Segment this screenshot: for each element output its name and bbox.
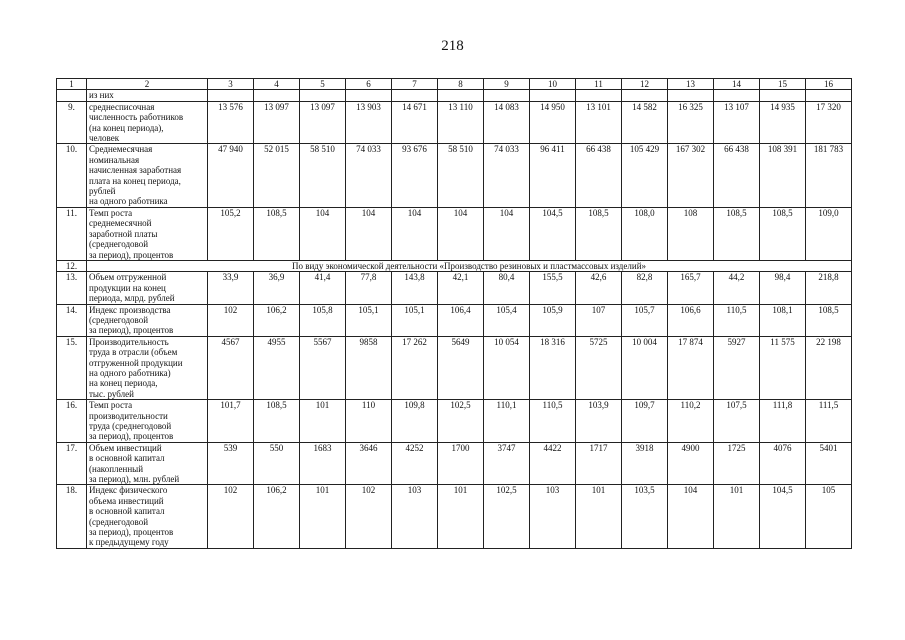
value-cell: 3646 (346, 442, 392, 485)
value-cell: 4422 (530, 442, 576, 485)
value-cell: 155,5 (530, 272, 576, 304)
value-cell: 105,9 (530, 304, 576, 336)
empty-cell (484, 90, 530, 101)
value-cell: 104 (346, 207, 392, 260)
column-header: 4 (254, 79, 300, 90)
value-cell: 66 438 (714, 144, 760, 207)
indicator-label-line: Индекс физического (89, 485, 168, 496)
indicator-label-line: среднемесячной (89, 218, 152, 229)
indicator-label (87, 485, 208, 548)
row-number: 10. (57, 144, 87, 207)
indicator-label (87, 101, 208, 144)
value-cell: 101 (300, 400, 346, 443)
indicator-label-line: производительности (89, 410, 168, 421)
indicator-label-line: на конец периода, (89, 378, 158, 389)
value-cell: 105,2 (208, 207, 254, 260)
value-cell: 13 903 (346, 101, 392, 144)
indicator-label (87, 442, 208, 485)
column-header: 1 (57, 79, 87, 90)
value-cell: 93 676 (392, 144, 438, 207)
indicator-label-line: за период), процентов (89, 249, 174, 260)
value-cell: 103 (530, 485, 576, 548)
indicator-label-line: труда (среднегодовой (89, 421, 172, 431)
value-cell: 110,2 (668, 400, 714, 443)
indicator-label-line: объема инвестиций (89, 495, 164, 506)
row-number: 17. (57, 442, 87, 485)
value-cell: 109,8 (392, 400, 438, 443)
value-cell: 106,2 (254, 485, 300, 548)
value-cell: 104 (392, 207, 438, 260)
column-header: 2 (87, 79, 208, 90)
value-cell: 42,6 (576, 272, 622, 304)
value-cell: 44,2 (714, 272, 760, 304)
table-row (57, 144, 852, 207)
subheader-label: из них (87, 90, 208, 101)
value-cell: 82,8 (622, 272, 668, 304)
value-cell: 108,1 (760, 304, 806, 336)
empty-cell (668, 90, 714, 101)
value-cell: 107,5 (714, 400, 760, 443)
value-cell: 105,7 (622, 304, 668, 336)
indicator-label (87, 336, 208, 399)
section-title: По виду экономической деятельности «Производство резиновых и пластмассовых изделий» (87, 260, 852, 271)
value-cell: 3747 (484, 442, 530, 485)
value-cell: 101 (576, 485, 622, 548)
value-cell: 5649 (438, 336, 484, 399)
value-cell: 5401 (806, 442, 852, 485)
value-cell: 101,7 (208, 400, 254, 443)
value-cell: 13 097 (254, 101, 300, 144)
value-cell: 14 935 (760, 101, 806, 144)
empty-cell (254, 90, 300, 101)
indicator-label-line: начисленная заработная (89, 165, 182, 176)
row-number-cell (57, 90, 87, 101)
value-cell: 74 033 (346, 144, 392, 207)
value-cell: 41,4 (300, 272, 346, 304)
value-cell: 108 (668, 207, 714, 260)
indicator-label-line: (среднегодовой (89, 239, 149, 250)
value-cell: 105,4 (484, 304, 530, 336)
indicator-label (87, 304, 208, 336)
indicator-label-line: среднесписочная (89, 101, 155, 112)
indicator-label-line: за период), млн. рублей (89, 474, 180, 485)
value-cell: 101 (438, 485, 484, 548)
column-header: 8 (438, 79, 484, 90)
value-cell: 58 510 (300, 144, 346, 207)
value-cell: 167 302 (668, 144, 714, 207)
value-cell: 17 262 (392, 336, 438, 399)
value-cell: 1683 (300, 442, 346, 485)
value-cell: 104 (438, 207, 484, 260)
indicator-label-line: труда в отрасли (объем (89, 347, 178, 358)
value-cell: 102 (346, 485, 392, 548)
value-cell: 66 438 (576, 144, 622, 207)
row-number: 9. (57, 101, 87, 144)
column-header: 11 (576, 79, 622, 90)
indicator-label-line: за период), процентов (89, 431, 174, 442)
value-cell: 105,1 (392, 304, 438, 336)
indicator-label-line: на одного работника) (89, 367, 171, 378)
value-cell: 4252 (392, 442, 438, 485)
value-cell: 16 325 (668, 101, 714, 144)
value-cell: 10 054 (484, 336, 530, 399)
column-header: 15 (760, 79, 806, 90)
value-cell: 5927 (714, 336, 760, 399)
value-cell: 18 316 (530, 336, 576, 399)
indicator-label-line: за период), процентов (89, 325, 174, 336)
value-cell: 108,5 (714, 207, 760, 260)
row-number: 18. (57, 485, 87, 548)
value-cell: 10 004 (622, 336, 668, 399)
indicator-label-line: Темп роста (89, 207, 133, 218)
indicator-label-line: Индекс производства (89, 304, 171, 315)
value-cell: 9858 (346, 336, 392, 399)
empty-cell (208, 90, 254, 101)
value-cell: 107 (576, 304, 622, 336)
value-cell: 4955 (254, 336, 300, 399)
page-number: 218 (441, 38, 464, 54)
indicator-label-line: продукции на конец (89, 282, 166, 293)
table-row (57, 260, 852, 271)
value-cell: 104 (300, 207, 346, 260)
table-row (57, 442, 852, 485)
value-cell: 14 582 (622, 101, 668, 144)
table-row (57, 101, 852, 144)
value-cell: 108,5 (576, 207, 622, 260)
value-cell: 13 097 (300, 101, 346, 144)
column-header: 13 (668, 79, 714, 90)
row-number: 11. (57, 207, 87, 260)
indicator-label-line: человек (89, 133, 120, 144)
value-cell: 181 783 (806, 144, 852, 207)
indicator-label-line: (среднегодовой (89, 314, 149, 325)
value-cell: 104 (484, 207, 530, 260)
value-cell: 13 110 (438, 101, 484, 144)
value-cell: 165,7 (668, 272, 714, 304)
column-header: 3 (208, 79, 254, 90)
header-row (57, 79, 852, 90)
value-cell: 77,8 (346, 272, 392, 304)
value-cell: 102 (208, 304, 254, 336)
indicator-label-line: (на конец периода), (89, 122, 164, 133)
column-header: 6 (346, 79, 392, 90)
value-cell: 5567 (300, 336, 346, 399)
table-row (57, 485, 852, 548)
value-cell: 539 (208, 442, 254, 485)
row-number: 15. (57, 336, 87, 399)
value-cell: 33,9 (208, 272, 254, 304)
value-cell: 47 940 (208, 144, 254, 207)
indicator-label-line: численность работников (89, 112, 184, 123)
value-cell: 42,1 (438, 272, 484, 304)
value-cell: 11 575 (760, 336, 806, 399)
indicator-label (87, 144, 208, 207)
value-cell: 109,0 (806, 207, 852, 260)
value-cell: 74 033 (484, 144, 530, 207)
value-cell: 17 874 (668, 336, 714, 399)
value-cell: 4900 (668, 442, 714, 485)
empty-cell (300, 90, 346, 101)
value-cell: 22 198 (806, 336, 852, 399)
indicator-label-line: Объем инвестиций (89, 442, 162, 453)
value-cell: 13 107 (714, 101, 760, 144)
value-cell: 105 429 (622, 144, 668, 207)
indicator-label (87, 207, 208, 260)
value-cell: 106,2 (254, 304, 300, 336)
value-cell: 106,6 (668, 304, 714, 336)
value-cell: 105,8 (300, 304, 346, 336)
value-cell: 218,8 (806, 272, 852, 304)
value-cell: 105 (806, 485, 852, 548)
row-number: 16. (57, 400, 87, 443)
value-cell: 110,1 (484, 400, 530, 443)
value-cell: 101 (714, 485, 760, 548)
value-cell: 58 510 (438, 144, 484, 207)
value-cell: 550 (254, 442, 300, 485)
value-cell: 36,9 (254, 272, 300, 304)
table-row (57, 400, 852, 443)
row-number: 12. (57, 260, 87, 271)
empty-cell (346, 90, 392, 101)
value-cell: 4567 (208, 336, 254, 399)
indicator-label-line: Объем отгруженной (89, 272, 167, 283)
indicator-label-line: заработной платы (89, 228, 158, 239)
value-cell: 101 (300, 485, 346, 548)
value-cell: 102,5 (484, 485, 530, 548)
value-cell: 110,5 (714, 304, 760, 336)
column-header: 10 (530, 79, 576, 90)
table-body (57, 79, 852, 549)
indicator-label-line: в основной капитал (89, 453, 165, 464)
indicator-label-line: Темп роста (89, 400, 133, 411)
indicator-label-line: периода, млрд. рублей (89, 293, 175, 304)
value-cell: 96 411 (530, 144, 576, 207)
value-cell: 108,5 (760, 207, 806, 260)
value-cell: 104,5 (530, 207, 576, 260)
value-cell: 109,7 (622, 400, 668, 443)
indicator-label-line: рублей (89, 186, 116, 197)
value-cell: 80,4 (484, 272, 530, 304)
value-cell: 5725 (576, 336, 622, 399)
empty-cell (576, 90, 622, 101)
indicator-label-line: к предыдущему году (89, 537, 169, 548)
value-cell: 110,5 (530, 400, 576, 443)
empty-cell (392, 90, 438, 101)
value-cell: 103,5 (622, 485, 668, 548)
subheader-row (57, 90, 852, 101)
value-cell: 104 (668, 485, 714, 548)
indicator-label-line: плата на конец периода, (89, 175, 181, 186)
row-number: 13. (57, 272, 87, 304)
empty-cell (622, 90, 668, 101)
value-cell: 14 671 (392, 101, 438, 144)
column-header: 7 (392, 79, 438, 90)
empty-cell (438, 90, 484, 101)
empty-cell (530, 90, 576, 101)
value-cell: 14 950 (530, 101, 576, 144)
value-cell: 3918 (622, 442, 668, 485)
value-cell: 143,8 (392, 272, 438, 304)
column-header: 5 (300, 79, 346, 90)
value-cell: 14 083 (484, 101, 530, 144)
indicator-label-line: номинальная (89, 154, 140, 165)
empty-cell (806, 90, 852, 101)
table-row (57, 272, 852, 304)
value-cell: 108 391 (760, 144, 806, 207)
indicator-label-line: (среднегодовой (89, 516, 149, 527)
column-header: 9 (484, 79, 530, 90)
empty-cell (760, 90, 806, 101)
indicator-label-line: в основной капитал (89, 506, 165, 517)
indicator-label-line: за период), процентов (89, 527, 174, 538)
indicator-label (87, 272, 208, 304)
value-cell: 13 576 (208, 101, 254, 144)
value-cell: 4076 (760, 442, 806, 485)
indicator-label-line: отгруженной продукции (89, 357, 183, 368)
value-cell: 104,5 (760, 485, 806, 548)
column-header: 16 (806, 79, 852, 90)
indicator-label-line: тыс. рублей (89, 388, 134, 399)
statistics-table (56, 78, 852, 549)
row-number: 14. (57, 304, 87, 336)
indicator-label-line: на одного работника (89, 196, 168, 207)
empty-cell (714, 90, 760, 101)
value-cell: 103,9 (576, 400, 622, 443)
value-cell: 110 (346, 400, 392, 443)
column-header: 14 (714, 79, 760, 90)
value-cell: 1700 (438, 442, 484, 485)
value-cell: 13 101 (576, 101, 622, 144)
value-cell: 108,5 (254, 207, 300, 260)
indicator-label-line: Производительность (89, 336, 169, 347)
value-cell: 108,5 (806, 304, 852, 336)
value-cell: 111,5 (806, 400, 852, 443)
value-cell: 106,4 (438, 304, 484, 336)
column-header: 12 (622, 79, 668, 90)
table-row (57, 336, 852, 399)
value-cell: 103 (392, 485, 438, 548)
value-cell: 108,0 (622, 207, 668, 260)
value-cell: 17 320 (806, 101, 852, 144)
indicator-label-line: Среднемесячная (89, 144, 153, 155)
table-row (57, 304, 852, 336)
value-cell: 1725 (714, 442, 760, 485)
value-cell: 105,1 (346, 304, 392, 336)
value-cell: 1717 (576, 442, 622, 485)
table-row (57, 207, 852, 260)
value-cell: 102 (208, 485, 254, 548)
value-cell: 108,5 (254, 400, 300, 443)
indicator-label (87, 400, 208, 443)
indicator-label-line: (накопленный (89, 463, 144, 474)
value-cell: 52 015 (254, 144, 300, 207)
value-cell: 102,5 (438, 400, 484, 443)
value-cell: 111,8 (760, 400, 806, 443)
value-cell: 98,4 (760, 272, 806, 304)
